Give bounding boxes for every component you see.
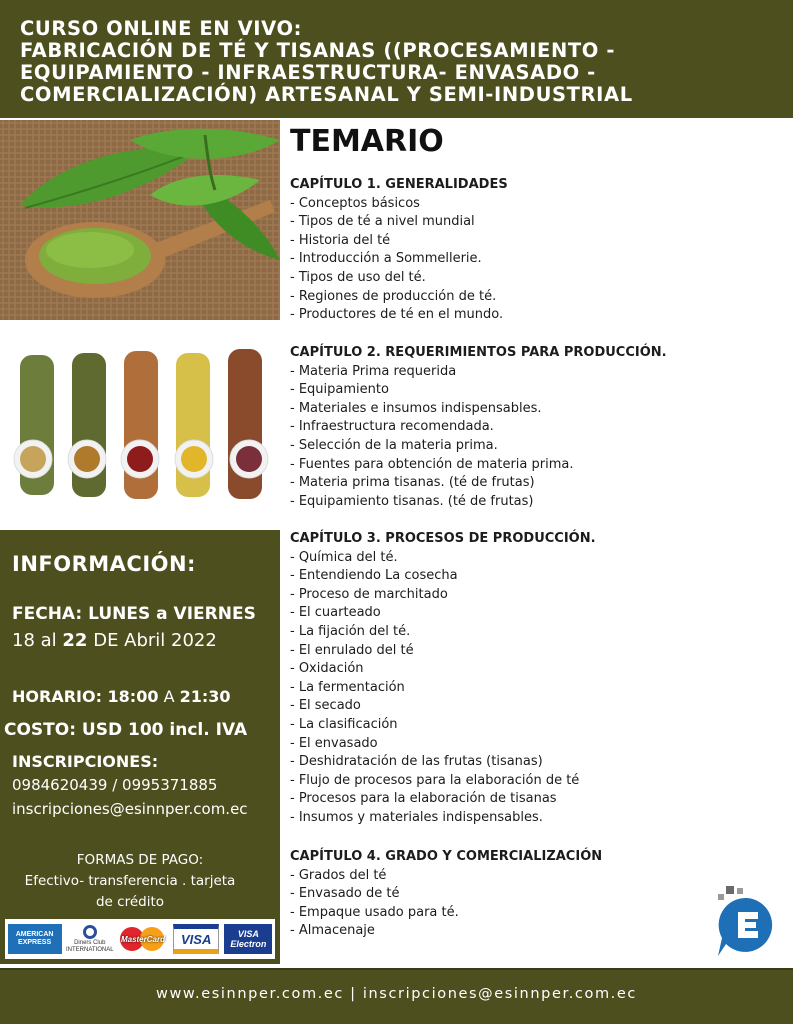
- list-item: - Entendiendo La cosecha: [290, 568, 458, 584]
- list-item: - Almacenaje: [290, 923, 375, 939]
- list-item: - Materia Prima requerida: [290, 363, 457, 379]
- diners-line-1: Diners Club: [74, 939, 106, 946]
- schedule-sep: A: [163, 687, 175, 706]
- date-label: FECHA: LUNES a VIERNES: [12, 604, 256, 624]
- payment-cards: [5, 919, 275, 959]
- list-item: - Flujo de procesos para la elaboración de té: [290, 772, 580, 788]
- schedule-end: 21:30: [179, 687, 231, 706]
- list-item: - Historia del té: [290, 232, 391, 248]
- list-item: - Materiales e insumos indispensables.: [290, 400, 542, 416]
- mastercard-logo: [118, 924, 168, 954]
- list-item: - Envasado de té: [290, 886, 400, 902]
- list-item: - Equipamiento tisanas. (té de frutas): [290, 493, 534, 509]
- mastercard-label: MasterCard: [120, 934, 165, 944]
- tea-varieties-photo: [0, 327, 280, 520]
- chapter-4: [290, 848, 720, 941]
- registration-email: inscripciones@esinnper.com.ec: [12, 800, 248, 818]
- chapter-1-title: CAPÍTULO 1. GENERALIDADES: [290, 177, 508, 192]
- title-line-4: COMERCIALIZACIÓN) ARTESANAL Y SEMI-INDUSTRIAL: [20, 83, 633, 106]
- chapter-4-title: CAPÍTULO 4. GRADO Y COMERCIALIZACIÓN: [290, 849, 603, 864]
- list-item: - La fermentación: [290, 679, 405, 695]
- list-item: - Tipos de té a nivel mundial: [290, 214, 475, 230]
- list-item: - Introducción a Sommellerie.: [290, 251, 482, 267]
- list-item: - Grados del té: [290, 867, 387, 883]
- chapter-1: [290, 176, 720, 325]
- visa-logo: VISA: [173, 924, 219, 954]
- list-item: - Infraestructura recomendada.: [290, 419, 494, 435]
- list-item: - La fijación del té.: [290, 623, 411, 639]
- date-end-day: 22: [62, 630, 88, 651]
- diners-logo: [67, 924, 113, 954]
- title-line-2: FABRICACIÓN DE TÉ Y TISANAS ((PROCESAMIENTO -: [20, 39, 616, 62]
- list-item: - Procesos para la elaboración de tisanas: [290, 791, 557, 807]
- visa-electron-logo: [224, 924, 272, 954]
- chapter-2: [290, 344, 720, 511]
- list-item: - Regiones de producción de té.: [290, 288, 497, 304]
- amex-line-2: EXPRESS: [18, 939, 52, 946]
- header-banner: [0, 0, 793, 118]
- syllabus-title: TEMARIO: [290, 124, 444, 159]
- amex-logo: [8, 924, 62, 954]
- payment-methods-line-1: Efectivo- transferencia . tarjeta: [24, 873, 236, 889]
- tea-leaves-photo: [0, 120, 280, 320]
- electron-line-1: VISA: [237, 929, 259, 939]
- date-start: 18 al: [12, 630, 57, 651]
- payment-methods-line-2: de crédito: [95, 894, 165, 910]
- info-panel: [0, 530, 280, 964]
- diners-ring-icon: [83, 925, 97, 939]
- title-line-1: CURSO ONLINE EN VIVO:: [20, 17, 303, 40]
- list-item: - Química del té.: [290, 549, 398, 565]
- date-month-year: DE Abril 2022: [93, 630, 217, 651]
- chapter-2-title: CAPÍTULO 2. REQUERIMIENTOS PARA PRODUCCIÓN.: [290, 345, 667, 360]
- info-title: INFORMACIÓN:: [12, 552, 196, 576]
- list-item: - Fuentes para obtención de materia prima.: [290, 456, 574, 472]
- list-item: - Productores de té en el mundo.: [290, 307, 504, 323]
- list-item: - El cuarteado: [290, 605, 381, 621]
- title-line-3: EQUIPAMIENTO - INFRAESTRUCTURA- ENVASADO -: [20, 61, 596, 84]
- list-item: - Insumos y materiales indispensables.: [290, 809, 543, 825]
- list-item: - Tipos de uso del té.: [290, 269, 426, 285]
- registration-phones: 0984620439 / 0995371885: [12, 776, 218, 794]
- chapter-3: [290, 530, 720, 828]
- chapter-3-title: CAPÍTULO 3. PROCESOS DE PRODUCCIÓN.: [290, 531, 596, 546]
- schedule-start: HORARIO: 18:00: [12, 687, 159, 706]
- electron-line-2: Electron: [230, 939, 267, 949]
- registration-label: INSCRIPCIONES:: [12, 752, 159, 771]
- list-item: - La clasificación: [290, 716, 398, 732]
- diners-line-2: INTERNATIONAL: [66, 946, 114, 953]
- list-item: - Materia prima tisanas. (té de frutas): [290, 475, 535, 491]
- list-item: - El secado: [290, 698, 361, 714]
- esinnper-logo-icon: [714, 886, 780, 958]
- footer-contact: www.esinnper.com.ec | inscripciones@esinnper.com.ec: [156, 986, 637, 1002]
- amex-line-1: AMERICAN: [15, 931, 54, 938]
- footer: [0, 968, 793, 1024]
- date-value: [12, 630, 217, 651]
- list-item: - Equipamiento: [290, 382, 389, 398]
- payment-title: FORMAS DE PAGO:: [76, 852, 204, 868]
- list-item: - Selección de la materia prima.: [290, 437, 498, 453]
- list-item: - El envasado: [290, 735, 378, 751]
- list-item: - Empaque usado para té.: [290, 904, 459, 920]
- schedule: [12, 687, 231, 706]
- list-item: - Conceptos básicos: [290, 195, 420, 211]
- list-item: - Proceso de marchitado: [290, 586, 448, 602]
- cost: COSTO: USD 100 incl. IVA: [4, 720, 248, 740]
- list-item: - Oxidación: [290, 661, 364, 677]
- list-item: - Deshidratación de las frutas (tisanas): [290, 754, 543, 770]
- course-title: [20, 18, 780, 106]
- list-item: - El enrulado del té: [290, 642, 414, 658]
